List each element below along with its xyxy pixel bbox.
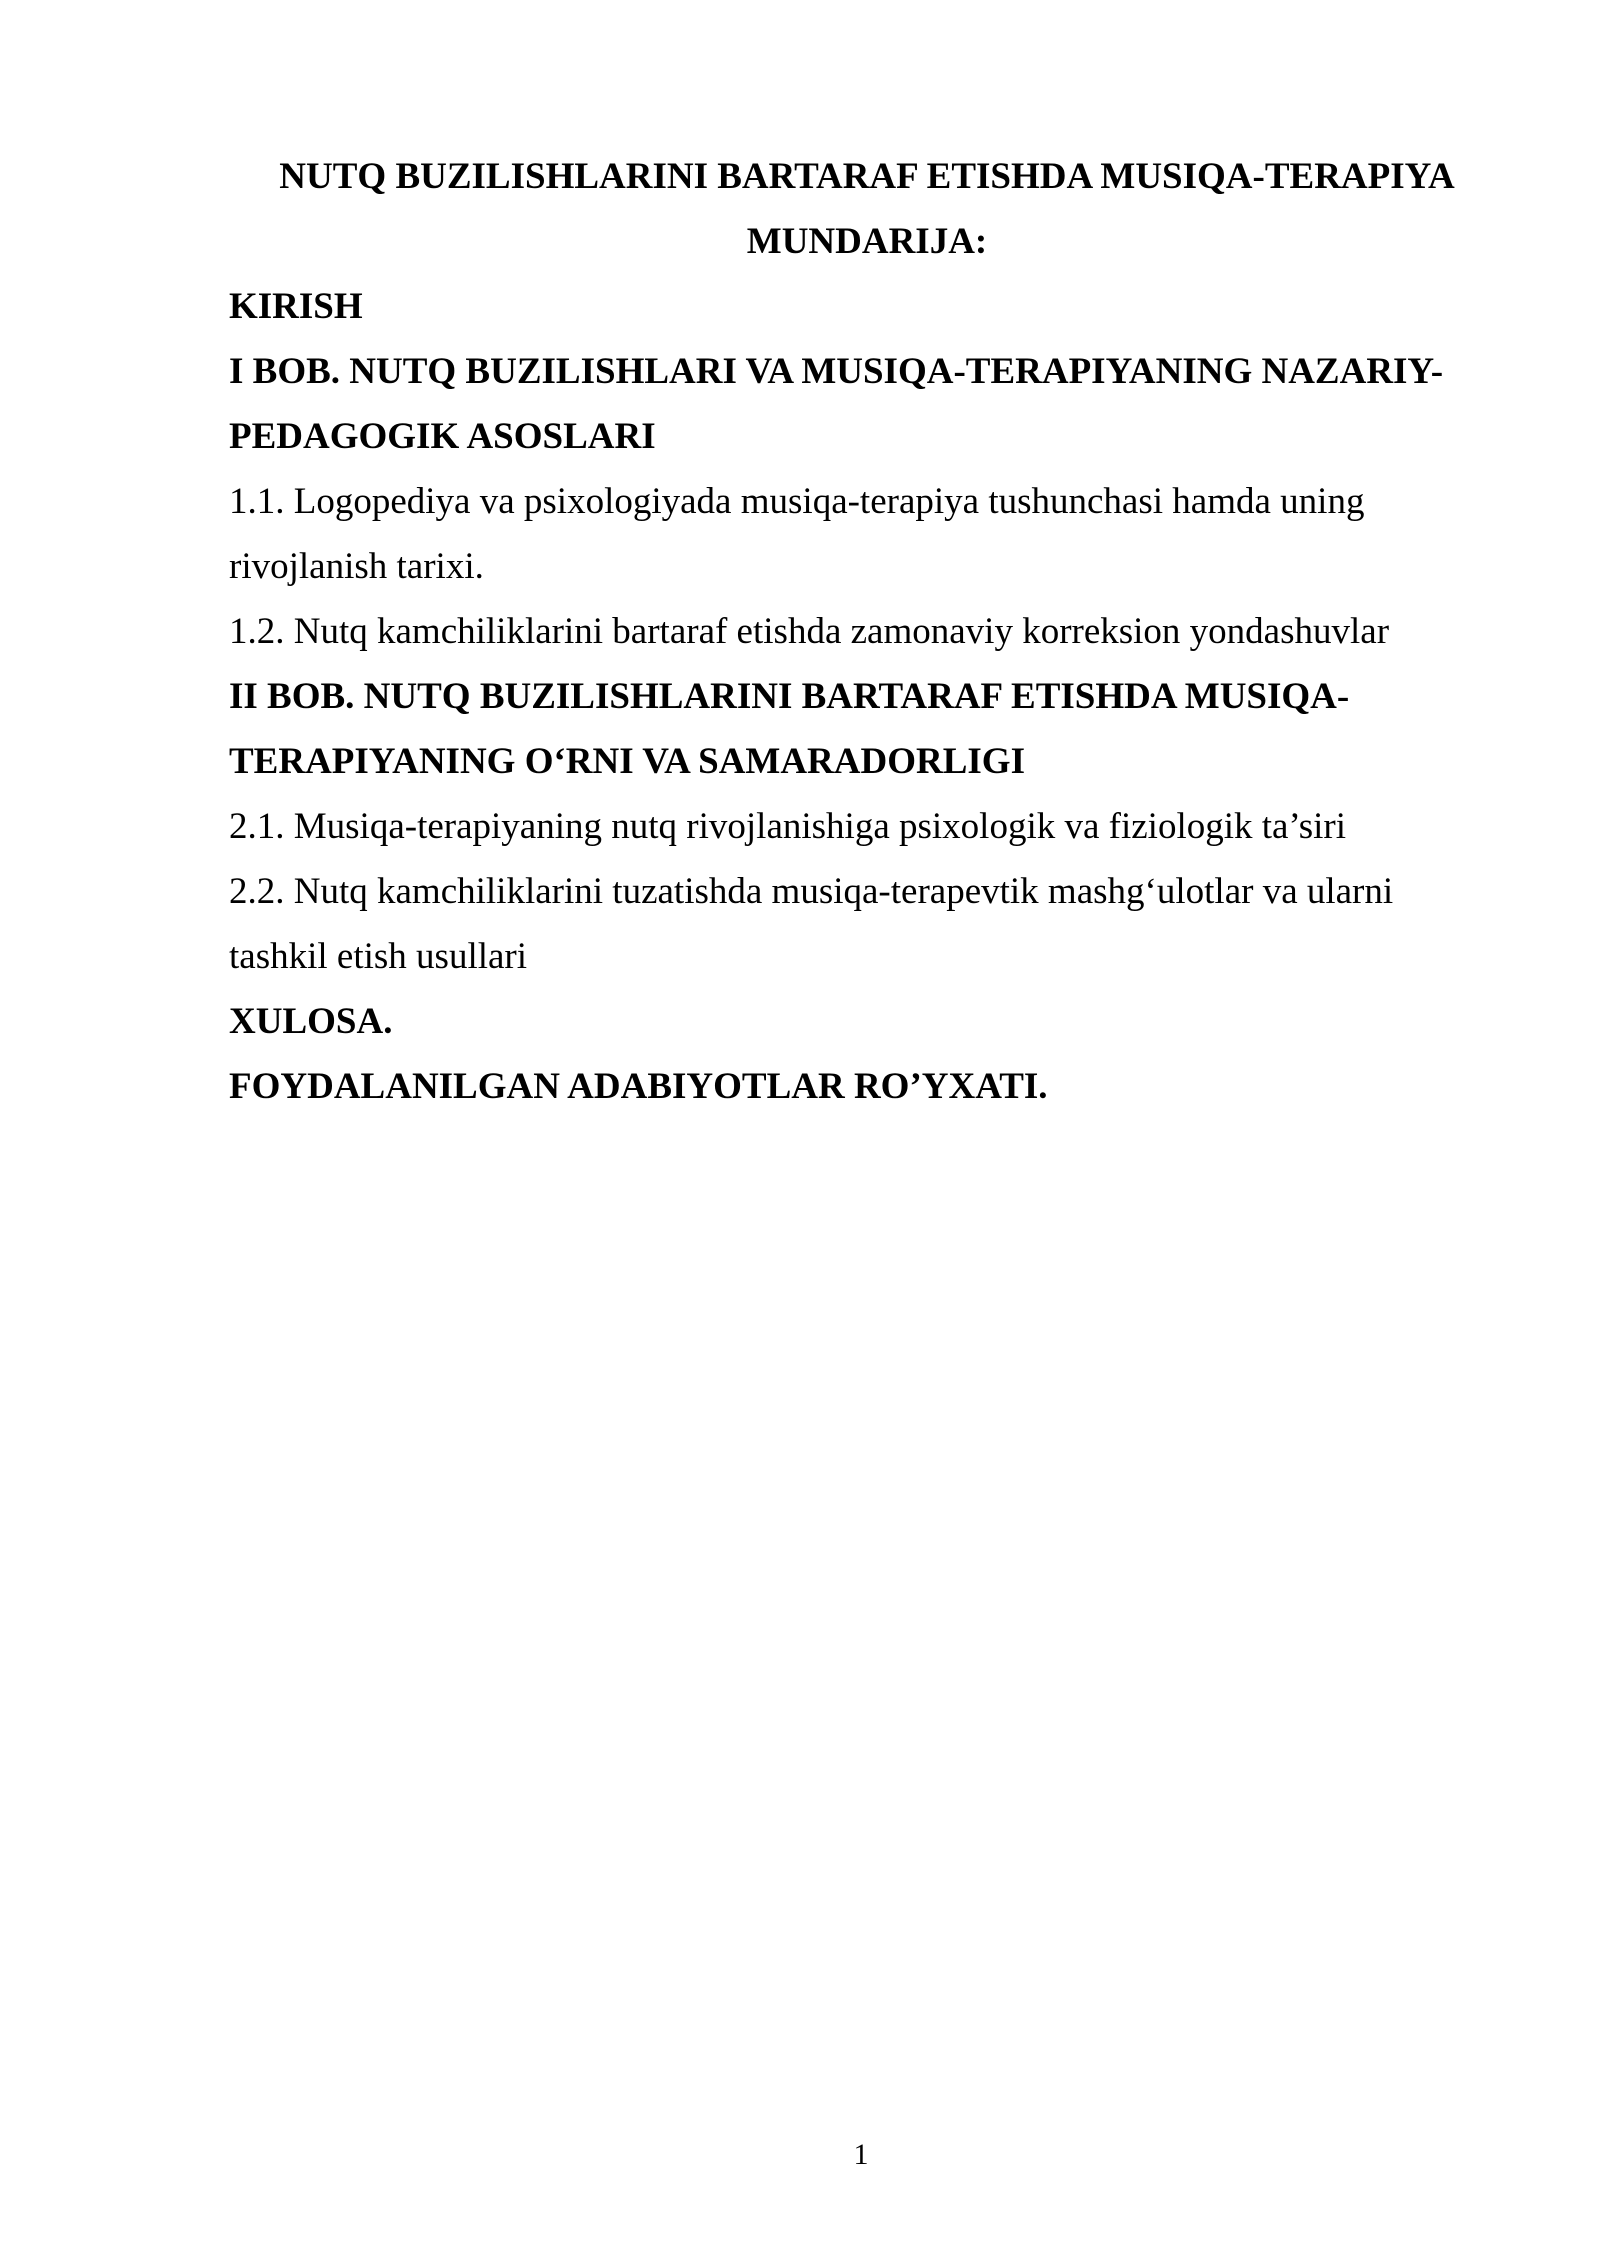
document-title: NUTQ BUZILISHLARINI BARTARAF ETISHDA MUSIQA-TERAPIYA xyxy=(279,156,1455,197)
toc-line: XULOSA. xyxy=(229,1001,393,1042)
toc-line: KIRISH xyxy=(229,286,363,327)
page-content xyxy=(229,144,1484,1119)
toc-line: TERAPIYANING O‘RNI VA SAMARADORLIGI xyxy=(229,741,1025,782)
toc-line: 2.2. Nutq kamchiliklarini tuzatishda musiqa-terapevtik mashg‘ulotlar va ularni xyxy=(229,871,1394,912)
toc-line: 2.1. Musiqa-terapiyaning nutq rivojlanishiga psixologik va fiziologik ta’siri xyxy=(229,806,1347,847)
toc-line: tashkil etish usullari xyxy=(229,936,528,977)
toc-line: 1.1. Logopediya va psixologiyada musiqa-terapiya tushunchasi hamda uning xyxy=(229,481,1365,522)
toc-line: rivojlanish tarixi. xyxy=(229,546,484,587)
toc-line: II BOB. NUTQ BUZILISHLARINI BARTARAF ETISHDA MUSIQA- xyxy=(229,676,1350,717)
toc-heading: MUNDARIJA: xyxy=(746,221,988,262)
toc-line: 1.2. Nutq kamchiliklarini bartaraf etishda zamonaviy korreksion yondashuvlar xyxy=(229,611,1390,652)
page-number: 1 xyxy=(853,2138,869,2171)
toc-line: FOYDALANILGAN ADABIYOTLAR RO’YXATI. xyxy=(229,1066,1048,1107)
toc-line: PEDAGOGIK ASOSLARI xyxy=(229,416,656,457)
toc-line: I BOB. NUTQ BUZILISHLARI VA MUSIQA-TERAPIYANING NAZARIY- xyxy=(229,351,1444,392)
